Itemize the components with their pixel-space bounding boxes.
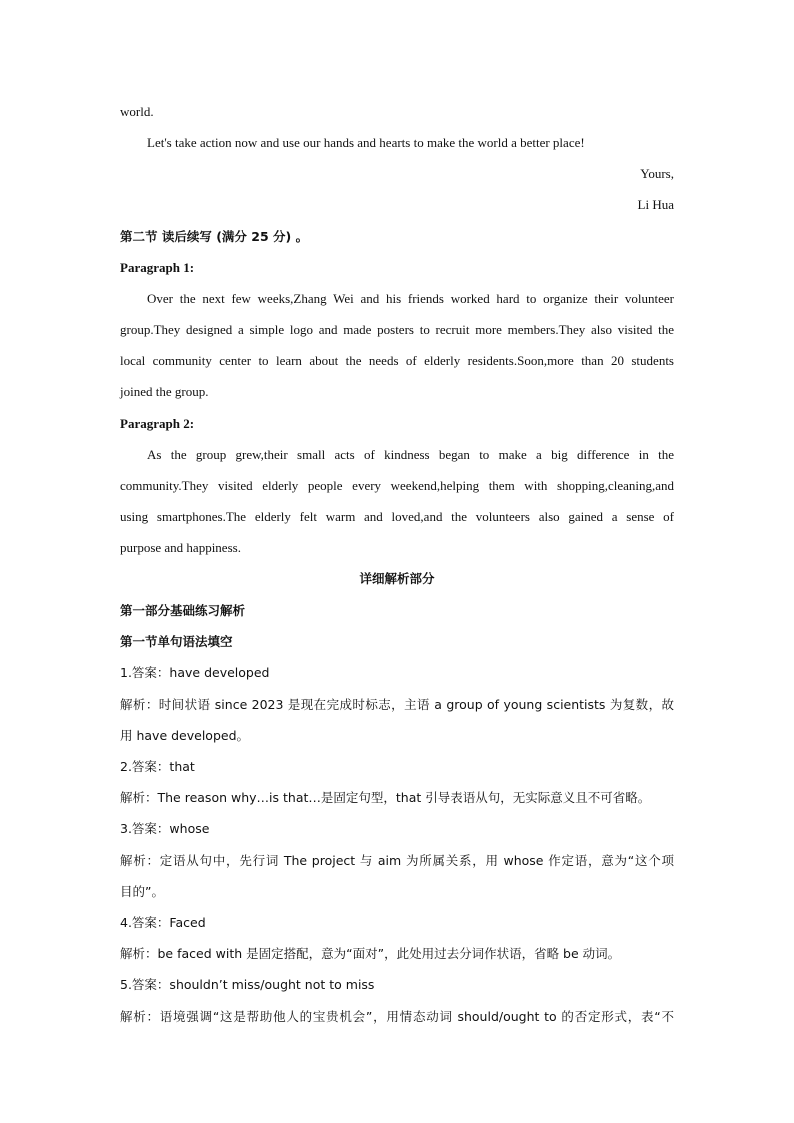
explanation-3-line: 解析：定语从句中，先行词 The project 与 aim 为所属关系，用 whose 作定语，意为“这个项 — [120, 853, 674, 868]
answer-1: 1.答案：have developed — [120, 665, 270, 680]
paragraph1-line: Over the next few weeks,Zhang Wei and his friends worked hard to organize their volunteer — [147, 291, 674, 306]
explanation-4-line: 解析：be faced with 是固定搭配，意为“面对”，此处用过去分词作状语，省略 be 动词。 — [120, 946, 621, 961]
answer-4: 4.答案：Faced — [120, 915, 206, 930]
paragraph1-line: local community center to learn about the needs of elderly residents.Soon,more than 20 students — [120, 353, 674, 368]
paragraph2-line: using smartphones.The elderly felt warm and loved,and the volunteers also gained a sense of — [120, 509, 674, 524]
answer-2: 2.答案：that — [120, 759, 195, 774]
explanation-1-line: 用 have developed。 — [120, 728, 250, 743]
letter-closing-line: Let's take action now and use our hands and hearts to make the world a better place! — [147, 135, 585, 150]
explanation-2-line: 解析：The reason why…is that…是固定句型，that 引导表语从句，无实际意义且不可省略。 — [120, 790, 651, 805]
letter-tail: world. — [120, 104, 154, 119]
paragraph2-line: purpose and happiness. — [120, 540, 241, 555]
answer-3: 3.答案：whose — [120, 821, 210, 836]
paragraph2-line: community.They visited elderly people every weekend,helping them with shopping,cleaning,and — [120, 478, 674, 493]
paragraph1-line: group.They designed a simple logo and made posters to recruit more members.They also visited the — [120, 322, 674, 337]
section1-heading: 第一节单句语法填空 — [120, 634, 233, 649]
letter-signature: Li Hua — [637, 197, 674, 212]
paragraph1-line: joined the group. — [120, 384, 209, 399]
paragraph2-line: As the group grew,their small acts of kindness began to make a big difference in the — [147, 447, 674, 462]
analysis-title: 详细解析部分 — [359, 571, 435, 586]
letter-signoff: Yours, — [640, 166, 674, 181]
section2-heading: 第二节 读后续写 (满分 25 分) 。 — [120, 229, 309, 244]
explanation-3-line: 目的”。 — [120, 884, 164, 899]
paragraph2-title: Paragraph 2: — [120, 416, 195, 431]
explanation-5-line: 解析：语境强调“这是帮助他人的宝贵机会”，用情态动词 should/ought to 的否定形式，表“不 — [120, 1009, 674, 1024]
explanation-1-line: 解析：时间状语 since 2023 是现在完成时标志，主语 a group of young scientists 为复数，故 — [120, 697, 674, 712]
paragraph1-title: Paragraph 1: — [120, 260, 195, 275]
part1-heading: 第一部分基础练习解析 — [120, 603, 246, 618]
answer-5: 5.答案：shouldn’t miss/ought not to miss — [120, 977, 375, 992]
